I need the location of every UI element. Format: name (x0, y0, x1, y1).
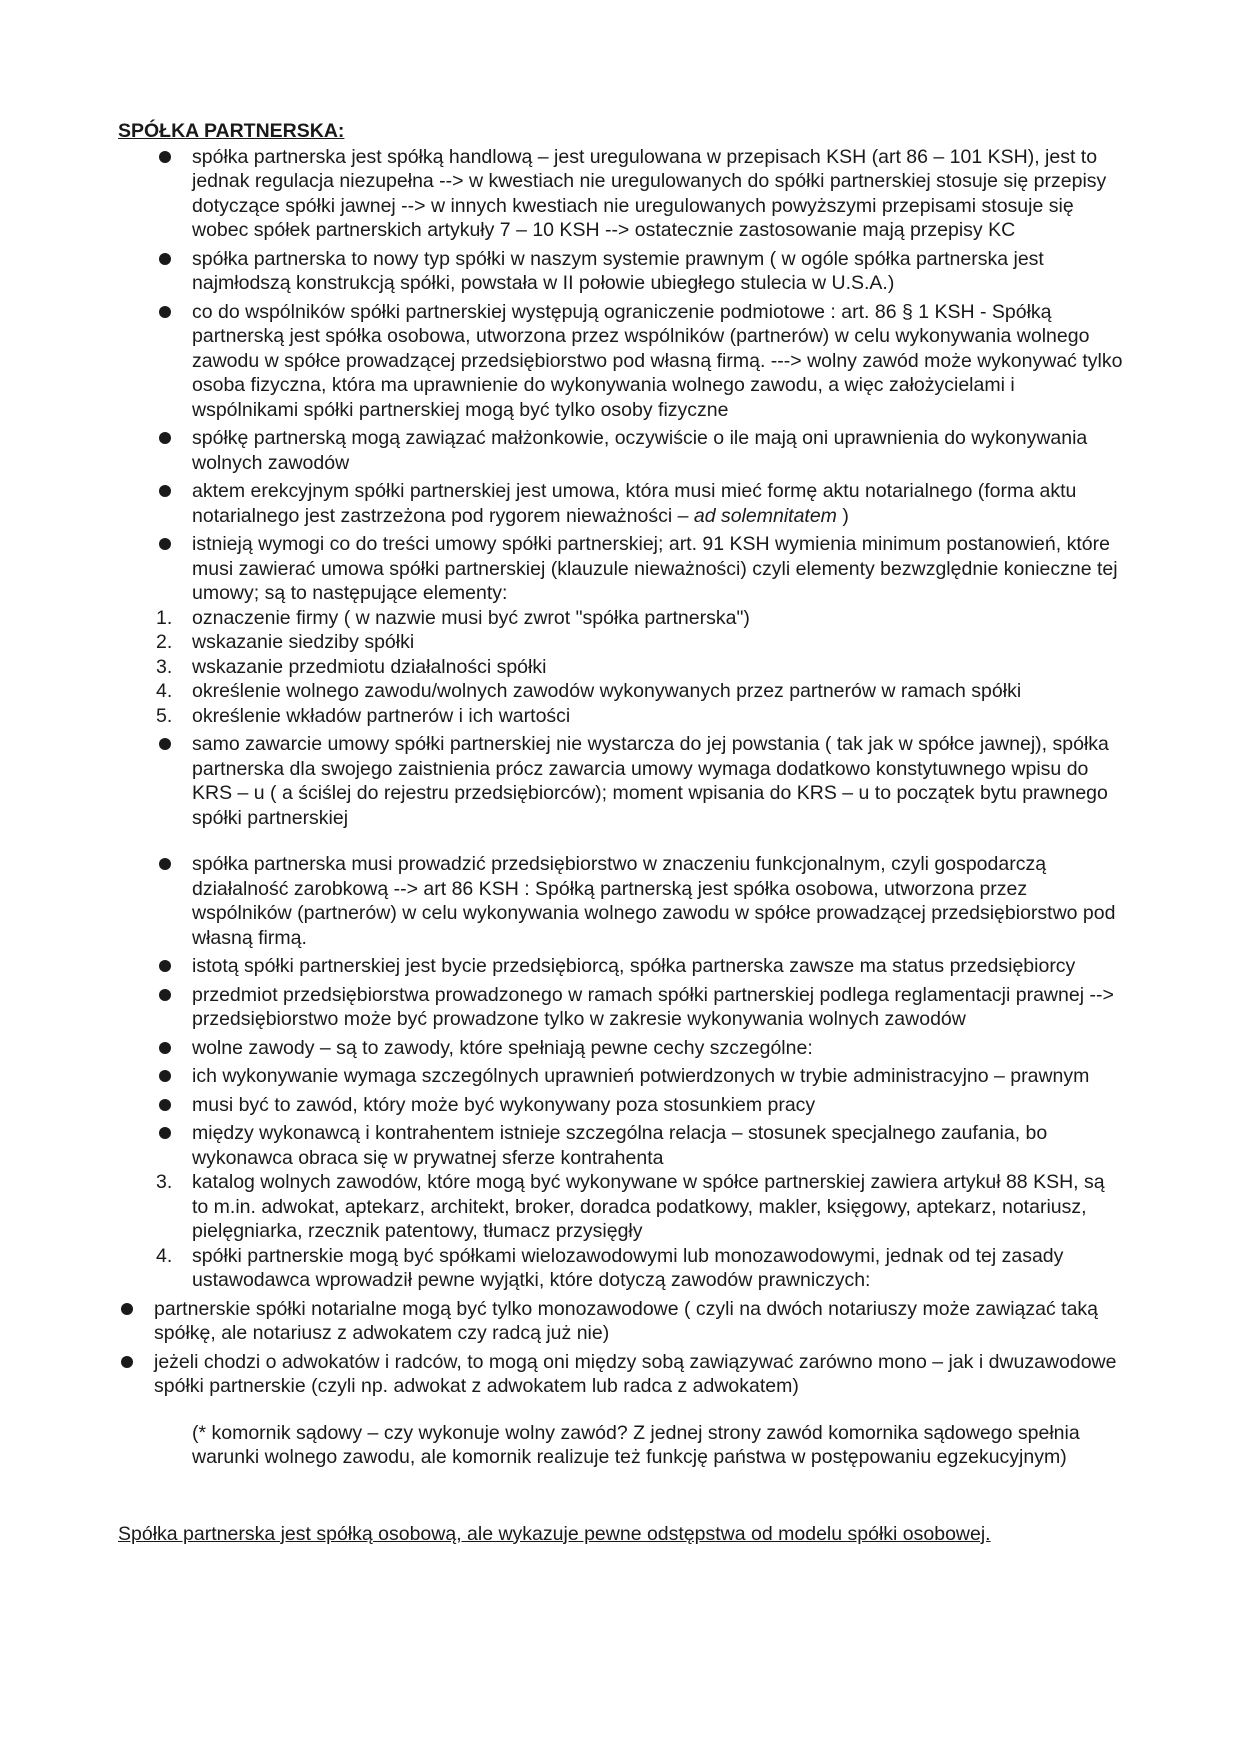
bullet-item (156, 145, 1123, 243)
item-text-main: aktem erekcyjnym spółki partnerskiej jest umowa, która musi mieć formę aktu notarialnego (forma aktu notarialnego jest zastrzeżona pod rygorem nieważności – (192, 480, 1077, 527)
item-text-main: samo zawarcie umowy spółki partnerskiej nie wystarcza do jej powstania ( tak jak w spółce jawnej), spółka partnerska dla swojego zaistnienia prócz zawarcia umowy wymaga dodatkowo konstytuwnego wpisu do KRS – u ( a ściślej do rejestru przedsiębiorców); moment wpisania do KRS – u to początek bytu prawnego spółki partnerskiej (192, 733, 1109, 829)
item-text-main: partnerskie spółki notarialne mogą być tylko monozawodowe ( czyli na dwóch notariuszy może zawiązać taką spółkę, ale notariusz z adwokatem czy radcą już nie) (154, 1297, 1099, 1344)
item-text (192, 630, 1123, 655)
bullet-item (156, 954, 1123, 979)
item-text (192, 145, 1123, 243)
bullet-item (156, 1093, 1123, 1118)
numbered-item (156, 704, 1123, 729)
bullet-dot-icon (159, 858, 171, 870)
item-text (192, 732, 1123, 830)
item-text (192, 532, 1123, 606)
numbered-item (156, 655, 1123, 680)
item-number: 3. (156, 655, 173, 678)
item-number: 2. (156, 631, 173, 653)
item-text-main: spółka partnerska jest spółką handlową – jest uregulowana w przepisach KSH (art 86 – 101 KSH), jest to jednak regulacja niezupełna --> w kwestiach nie uregulowanych do spółki partnerskiej stosuje się przepisy dotyczące spółki jawnej --> w innych kwestiach nie uregulowanych powyższymi przepisami stosuje się wobec spółek partnerskich artykuły 7 – 10 KSH --> ostatecznie zastosowanie mają przepisy KC (192, 145, 1107, 241)
item-text-main: co do wspólników spółki partnerskiej występują ograniczenie podmiotowe : art. 86 § 1 KSH - Spółką partnerską jest spółka osobowa, utworzona przez wspólników (partnerów) w celu wykonywania wolnego zawodu w spółce prowadzącej przedsiębiorstwo pod własną firmą. ---> wolny zawód może wykonywać tylko osoba fizyczna, która ma uprawnienie do wykonywania wolnego zawodu, a więc założycielami i wspólnikami spółki partnerskiej mogą być tylko osoby fizyczne (192, 300, 1123, 421)
bullet-item (156, 532, 1123, 606)
item-text (192, 983, 1123, 1032)
numbered-item (156, 679, 1123, 704)
item-text (192, 1170, 1123, 1244)
bullet-item (118, 1350, 1123, 1399)
item-number: 5. (156, 704, 173, 727)
item-text (192, 679, 1123, 704)
bullet-dot-icon (121, 1356, 133, 1368)
item-text-main: wskazanie siedziby spółki (192, 631, 415, 653)
bullet-item (156, 1036, 1123, 1061)
item-number: 1. (156, 606, 173, 629)
bullet-item (156, 300, 1123, 423)
numbered-item (156, 1244, 1123, 1293)
item-text-main: wolne zawody – są to zawody, które spełniają pewne cechy szczególne: (192, 1036, 813, 1059)
bullet-dot-icon (159, 538, 171, 550)
item-text-main: przedmiot przedsiębiorstwa prowadzonego w ramach spółki partnerskiej podlega reglamentacji prawnej --> przedsiębiorstwo może być prowadzone tylko w zakresie wykonywania wolnych zawodów (192, 983, 1114, 1030)
bullet-dot-icon (159, 253, 171, 265)
item-text-main: jeżeli chodzi o adwokatów i radców, to mogą oni między sobą zawiązywać zarówno mono – jak i dwuzawodowe spółki partnerskie (czyli np. adwokat z adwokatem lub radca z adwokatem) (154, 1350, 1117, 1397)
footnote: (* komornik sądowy – czy wykonuje wolny zawód? Z jednej strony zawód komornika sądowego spełnia warunki wolnego zawodu, ale komornik realizuje też funkcję państwa w postępowaniu egzekucyjnym) (192, 1421, 1080, 1468)
item-text-main: wskazanie przedmiotu działalności spółki (192, 655, 547, 678)
item-text-main: oznaczenie firmy ( w nazwie musi być zwrot "spółka partnerska") (192, 606, 750, 629)
bullet-dot-icon (159, 485, 171, 497)
item-text-italic: ad solemnitatem (693, 504, 837, 527)
item-text-main: określenie wkładów partnerów i ich wartości (192, 704, 571, 727)
bullet-dot-icon (159, 1042, 171, 1054)
numbered-item (156, 630, 1123, 655)
item-text (192, 606, 1123, 631)
bullet-dot-icon (159, 989, 171, 1001)
item-text (154, 1350, 1123, 1399)
bullet-item (156, 983, 1123, 1032)
item-text (192, 954, 1123, 979)
bullet-dot-icon (159, 151, 171, 163)
item-text (192, 300, 1123, 423)
item-text (192, 426, 1123, 475)
document-page (118, 119, 1123, 1546)
bullet-item (118, 1297, 1123, 1346)
item-text-main: katalog wolnych zawodów, które mogą być wykonywane w spółce partnerskiej zawiera artykuł 88 KSH, są to m.in. adwokat, aptekarz, architekt, broker, doradca podatkowy, makler, księgowy, aptekarz, notariusz, pielęgniarka, rzecznik patentowy, tłumacz przysięgły (192, 1171, 1105, 1242)
bullet-item (156, 1121, 1123, 1170)
bullet-dot-icon (159, 1070, 171, 1082)
item-text (192, 479, 1123, 528)
item-text (192, 1121, 1123, 1170)
bullet-dot-icon (121, 1303, 133, 1315)
bullet-dot-icon (159, 738, 171, 750)
item-number: 4. (156, 680, 173, 702)
item-text-main: musi być to zawód, który może być wykonywany poza stosunkiem pracy (192, 1093, 816, 1116)
item-text (192, 852, 1123, 950)
item-text (192, 704, 1123, 729)
item-text-main: spółki partnerskie mogą być spółkami wielozawodowymi lub monozawodowymi, jednak od tej zasady ustawodawca wprowadził pewne wyjątki, które dotyczą zawodów prawniczych: (192, 1244, 1064, 1291)
bullet-item (156, 732, 1123, 830)
item-text-main: spółka partnerska musi prowadzić przedsiębiorstwo w znaczeniu funkcjonalnym, czyli gospodarczą działalność zarobkową --> art 86 KSH : Spółką partnerską jest spółka osobowa, utworzona przez wspólników (partnerów) w celu wykonywania wolnego zawodu w spółce prowadzącej przedsiębiorstwo pod własną firmą. (192, 853, 1116, 949)
bullet-item (156, 426, 1123, 475)
bullet-dot-icon (159, 432, 171, 444)
item-text (192, 247, 1123, 296)
item-number: 4. (156, 1244, 173, 1267)
bullet-item (156, 479, 1123, 528)
item-text-main: spółkę partnerską mogą zawiązać małżonkowie, oczywiście o ile mają oni uprawnienia do wykonywania wolnych zawodów (192, 427, 1088, 474)
item-number: 3. (156, 1171, 173, 1193)
item-text-main: między wykonawcą i kontrahentem istnieje szczególna relacja – stosunek specjalnego zaufania, bo wykonawca obraca się w prywatnej sferze kontrahenta (192, 1122, 1048, 1169)
item-text-main: ich wykonywanie wymaga szczególnych uprawnień potwierdzonych w trybie administracyjno – prawnym (192, 1065, 1090, 1087)
item-text (192, 1244, 1123, 1293)
numbered-item (156, 606, 1123, 631)
item-text-main: istnieją wymogi co do treści umowy spółki partnerskiej; art. 91 KSH wymienia minimum postanowień, które musi zawierać umowa spółki partnerskiej (klauzule nieważności) czyli elementy bezwzględnie konieczne tej umowy; są to następujące elementy: (192, 533, 1118, 604)
bullet-item (156, 1064, 1123, 1089)
content-list (118, 145, 1123, 1399)
bullet-item (156, 852, 1123, 950)
item-text (192, 1064, 1123, 1089)
bullet-dot-icon (159, 1099, 171, 1111)
item-text-main: istotą spółki partnerskiej jest bycie przedsiębiorcą, spółka partnerska zawsze ma status przedsiębiorcy (192, 955, 1076, 977)
bullet-dot-icon (159, 306, 171, 318)
conclusion: Spółka partnerska jest spółką osobową, ale wykazuje pewne odstępstwa od modelu spółki osobowej. (118, 1522, 991, 1545)
item-text-after: ) (836, 504, 849, 527)
bullet-dot-icon (159, 960, 171, 972)
item-text (192, 655, 1123, 680)
bullet-item (156, 247, 1123, 296)
item-text (154, 1297, 1123, 1346)
item-text-main: określenie wolnego zawodu/wolnych zawodów wykonywanych przez partnerów w ramach spółki (192, 680, 1022, 702)
numbered-item (156, 1170, 1123, 1244)
item-text-main: spółka partnerska to nowy typ spółki w naszym systemie prawnym ( w ogóle spółka partnerska jest najmłodszą konstrukcją spółki, powstała w II połowie ubiegłego stulecia w U.S.A.) (192, 247, 1044, 294)
bullet-dot-icon (159, 1127, 171, 1139)
item-text (192, 1093, 1123, 1118)
item-text (192, 1036, 1123, 1061)
document-title: SPÓŁKA PARTNERSKA: (118, 120, 345, 142)
